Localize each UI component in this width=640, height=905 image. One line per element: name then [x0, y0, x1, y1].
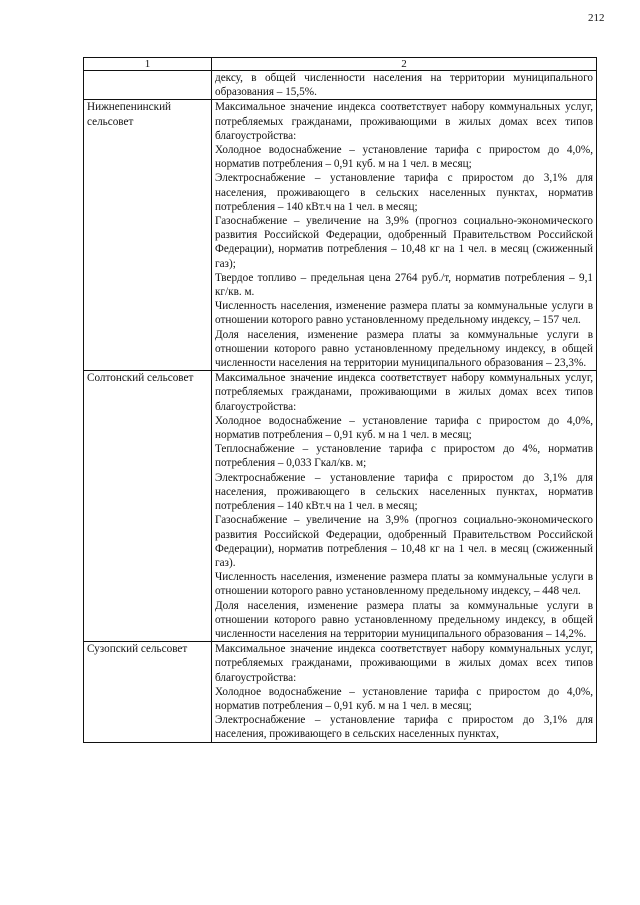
paragraph: Электроснабжение – установление тарифа с приростом до 3,1% для населения, проживающего в сельских населенных пунктах, норматив потребления – 140 кВт.ч на 1 чел. в месяц; [215, 471, 593, 513]
paragraph: Максимальное значение индекса соответствует набору коммунальных услуг, потребляемых гражданами, проживающими в жилых домах всех типов благоустройства: [215, 372, 593, 413]
paragraph: Теплоснабжение – установление тарифа с приростом до 4%, норматив потребления – 0,033 Гкал/кв. м; [215, 443, 593, 470]
paragraph: Газоснабжение – увеличение на 3,9% (прогноз социально-экономического развития Российской Федерации, одобренный Правительством Российской Федерации), норматив потребления – 10,48 кг на 1 чел. в месяц (сжиженный газ). [215, 514, 593, 569]
document-table [83, 57, 597, 743]
region-description [212, 642, 597, 742]
paragraph: Численность населения, изменение размера платы за коммунальные услуги в отношении которого равно установленному предельному индексу, – 448 чел. [215, 571, 593, 598]
paragraph: Численность населения, изменение размера платы за коммунальные услуги в отношении которого равно установленному предельному индексу, – 157 чел. [215, 300, 593, 327]
page-number: 212 [588, 12, 605, 24]
region-description [212, 371, 597, 642]
paragraph: Максимальное значение индекса соответствует набору коммунальных услуг, потребляемых гражданами, проживающими в жилых домах всех типов благоустройства: [215, 101, 593, 142]
region-description [212, 100, 597, 371]
paragraph: Холодное водоснабжение – установление тарифа с приростом до 4,0%, норматив потребления – 0,91 куб. м на 1 чел. в месяц; [215, 414, 593, 442]
table-row [84, 100, 597, 371]
paragraph: Максимальное значение индекса соответствует набору коммунальных услуг, потребляемых гражданами, проживающими в жилых домах всех типов благоустройства: [215, 643, 593, 684]
table-row [84, 371, 597, 642]
table-row-continuation [84, 71, 597, 100]
paragraph: Электроснабжение – установление тарифа с приростом до 3,1% для населения, проживающего в сельских населенных пунктах, норматив потребления – 140 кВт.ч на 1 чел. в месяц; [215, 172, 593, 213]
table-header-row [84, 58, 597, 71]
paragraph: Доля населения, изменение размера платы за коммунальные услуги в отношении которого равно установленному предельному индексу, в общей численности населения на территории муниципального образования – 23,3%. [215, 328, 593, 370]
column-header-2: 2 [212, 58, 597, 71]
continuation-cell [212, 71, 597, 100]
paragraph: Холодное водоснабжение – установление тарифа с приростом до 4,0%, норматив потребления – 0,91 куб. м на 1 чел. в месяц; [215, 144, 593, 171]
paragraph: Холодное водоснабжение – установление тарифа с приростом до 4,0%, норматив потребления – 0,91 куб. м на 1 чел. в месяц; [215, 685, 593, 712]
region-name: Нижнепенинский сельсовет [84, 100, 212, 371]
region-cell-empty [84, 71, 212, 100]
region-name: Солтонский сельсовет [84, 371, 212, 642]
paragraph: Твердое топливо – предельная цена 2764 руб./т, норматив потребления – 9,1 кг/кв. м. [215, 271, 593, 299]
paragraph: Электроснабжение – установление тарифа с приростом до 3,1% для населения, проживающего в сельских населенных пунктах, [215, 714, 593, 741]
continuation-text: дексу, в общей численности населения на территории муниципального образования – 15,5%. [215, 72, 593, 99]
paragraph: Газоснабжение – увеличение на 3,9% (прогноз социально-экономического развития Российской Федерации, одобренный Правительством Российской Федерации), норматив потребления – 10,48 кг на 1 чел. в месяц (сжиженный газ); [215, 215, 593, 270]
paragraph: Доля населения, изменение размера платы за коммунальные услуги в отношении которого равно установленному предельному индексу, в общей численности населения на территории муниципального образования – 14,2%. [215, 599, 593, 640]
table-row [84, 642, 597, 742]
column-header-1: 1 [84, 58, 212, 71]
region-name: Сузопский сельсовет [84, 642, 212, 742]
